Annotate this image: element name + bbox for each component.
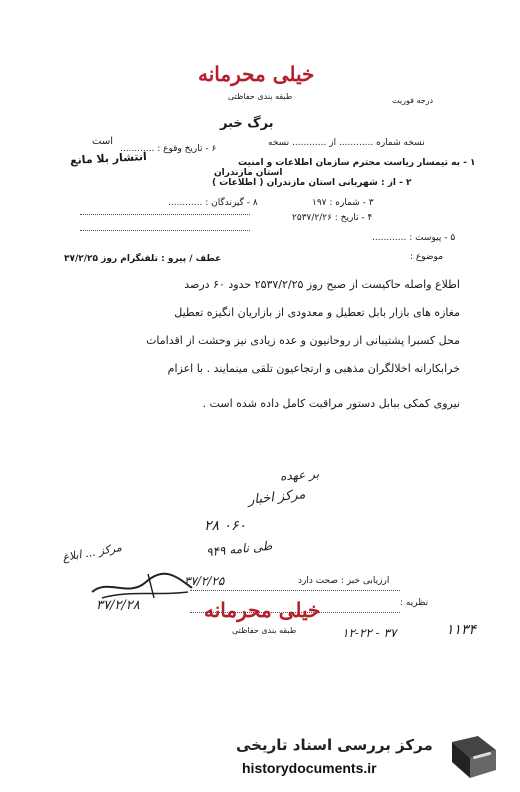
body-line-2: مغازه های بازار بابل تعطیل و معدودی از بازاریان انگیزه تعطیل <box>174 306 460 319</box>
form-rule-2 <box>80 230 250 231</box>
page-number: ۱۱۳۴ <box>446 622 477 638</box>
handwritten-note-2: مرکز اخبار <box>247 487 307 508</box>
form-title: برگ خبر <box>220 116 274 131</box>
handwritten-number: ۲۸ ۰۶۰ <box>204 518 247 534</box>
handwritten-note-4: مرکز ... ابلاغ <box>61 540 123 565</box>
handwritten-note-1: بر عهده <box>279 466 320 484</box>
urgency-label: درجه فوریت <box>392 96 434 105</box>
reference-line: عطف / پیرو : تلفنگرام روز ۳۷/۲/۲۵ <box>64 254 222 264</box>
sender-line: ۲ - از : شهربانی استان مازندران ( اطلاعات ) <box>212 178 412 188</box>
watermark-bar <box>0 722 520 792</box>
watermark-org-name: مرکز بررسی اسناد تاریخی <box>236 736 433 754</box>
body-line-3: محل کسبرا پشتیبانی از روحانیون و عده زیادی نیز وحشت از اقدامات <box>146 334 460 347</box>
handwritten-date-2: ۳۷/۲/۲۸ <box>96 598 140 613</box>
attachment-line: ۵ - پیوست : ............ <box>372 233 456 243</box>
handwritten-date-1: ۳۷/۲/۲۵ <box>184 574 225 588</box>
date-line: ۴ - تاریخ : ۲۵۳۷/۲/۲۶ <box>292 213 373 223</box>
release-stamp: انتشار بلا مانع <box>69 149 148 168</box>
body-line-1: اطلاع واصله حاکیست از صبح روز ۲۵۳۷/۲/۲۵ حدود ۶۰ درصد <box>184 278 460 291</box>
classification-stamp-bottom: خیلی محرمانه <box>204 598 321 622</box>
form-rule-1 <box>80 214 250 215</box>
evaluation-field: ارزیابی خبر : صحت دارد <box>298 576 390 586</box>
copy-number-field: نسخه شماره ............ از ............ نسخه <box>268 138 425 148</box>
evaluation-rule <box>190 590 400 591</box>
watermark-url: historydocuments.ir <box>242 760 377 776</box>
occurrence-date-field: ۶ - تاریخ وقوع : ............ <box>120 144 217 154</box>
opinion-field: نظریه : <box>400 598 429 608</box>
note-right: است <box>92 136 113 147</box>
classification-stamp-bottom-sub: طبقه بندی حفاظتی <box>232 626 297 635</box>
addressee-line: ۱ - به تیمسار ریاست محترم سازمان اطلاعات و امنیت <box>238 158 476 168</box>
handwritten-note-3: طی نامه ۹۴۹ <box>205 538 273 560</box>
body-line-4: خرابکارانه اخلالگران مذهبی و ارتجاعیون تلقی مینمایند . با اعزام <box>167 362 460 375</box>
classification-stamp-top-sub: طبقه بندی حفاظتی <box>228 92 293 101</box>
body-line-5: نیروی کمکی ببابل دستور مراقبت کامل داده شده است . <box>202 397 460 410</box>
classification-stamp-top: خیلی محرمانه <box>198 62 315 86</box>
document-logo-icon <box>448 732 500 782</box>
recipients-field: ۸ - گیرندگان : ............ <box>168 198 258 208</box>
subject-label: موضوع : <box>410 252 444 262</box>
addressee-line-overlay: استان مازندران <box>214 168 283 178</box>
archive-code: ۱۲-۲۲ - ۳۷ <box>342 626 397 640</box>
number-line: ۳ - شماره : ۱۹۷ <box>312 198 374 208</box>
